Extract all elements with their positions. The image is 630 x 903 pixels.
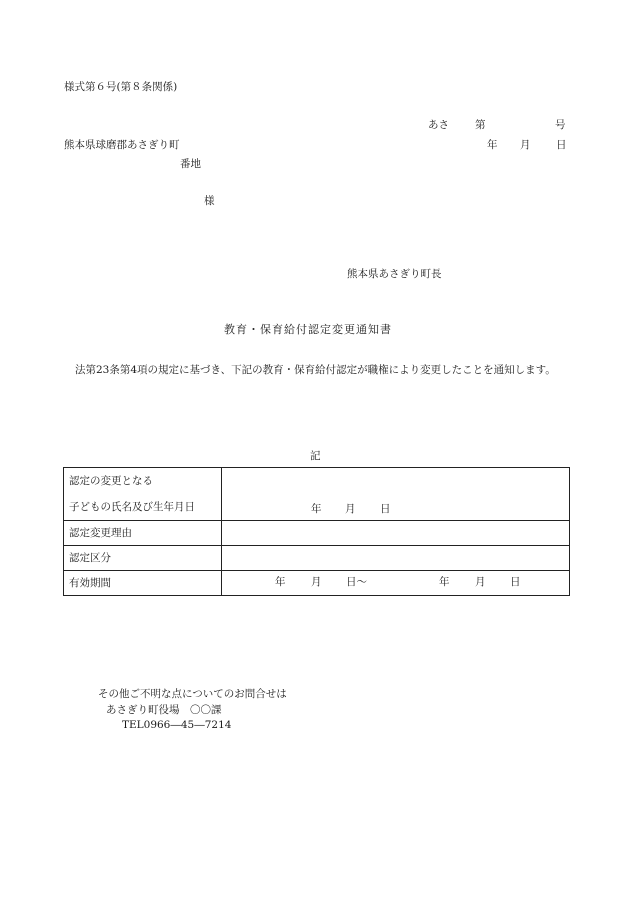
details-table xyxy=(63,467,570,596)
document-number-prefix: あさ xyxy=(428,119,449,131)
period-to-month: 月 xyxy=(475,576,486,588)
period-from-day: 日～ xyxy=(346,576,367,588)
sender-name: 熊本県あさぎり町長 xyxy=(347,268,442,280)
issue-date-month: 月 xyxy=(520,139,531,151)
reason-value-cell[interactable] xyxy=(222,521,570,546)
document-number-go: 号 xyxy=(555,119,566,131)
child-label-line2: 子どもの氏名及び生年月日 xyxy=(69,501,195,513)
period-to-year: 年 xyxy=(439,576,450,588)
birth-year: 年 xyxy=(311,503,322,515)
contact-line-2: あさぎり町役場 〇〇課 xyxy=(106,704,222,716)
issue-date-day: 日 xyxy=(556,139,567,151)
issue-date-year: 年 xyxy=(487,139,498,151)
period-from-month: 月 xyxy=(311,576,322,588)
child-value-cell[interactable] xyxy=(222,468,570,521)
table-row-period xyxy=(64,571,570,596)
child-label-cell xyxy=(64,468,222,521)
category-label: 認定区分 xyxy=(64,546,222,571)
reason-label: 認定変更理由 xyxy=(64,521,222,546)
contact-phone: TEL0966―45―7214 xyxy=(122,719,232,731)
period-to-day: 日 xyxy=(510,576,521,588)
recipient-banchi: 番地 xyxy=(180,158,201,170)
body-text: 法第23条第4項の規定に基づき、下記の教育・保育給付認定が職権により変更したことを通知します。 xyxy=(75,364,556,376)
form-number: 様式第６号(第８条関係) xyxy=(64,81,178,93)
document-number-dai: 第 xyxy=(475,119,486,131)
child-label-line1: 認定の変更となる xyxy=(69,475,153,487)
birth-month: 月 xyxy=(345,503,356,515)
document-title: 教育・保育給付認定変更通知書 xyxy=(224,323,392,336)
period-value-cell[interactable] xyxy=(222,571,570,596)
category-value-cell[interactable] xyxy=(222,546,570,571)
period-label: 有効期間 xyxy=(64,571,222,596)
ki-heading: 記 xyxy=(310,450,321,462)
table-row-child xyxy=(64,468,570,521)
recipient-address: 熊本県球磨郡あさぎり町 xyxy=(64,139,180,151)
contact-line-1: その他ご不明な点についてのお問合せは xyxy=(98,688,287,700)
birth-day: 日 xyxy=(380,503,391,515)
period-from-year: 年 xyxy=(275,576,286,588)
table-row-category xyxy=(64,546,570,571)
recipient-honorific: 様 xyxy=(204,195,215,207)
table-row-reason xyxy=(64,521,570,546)
